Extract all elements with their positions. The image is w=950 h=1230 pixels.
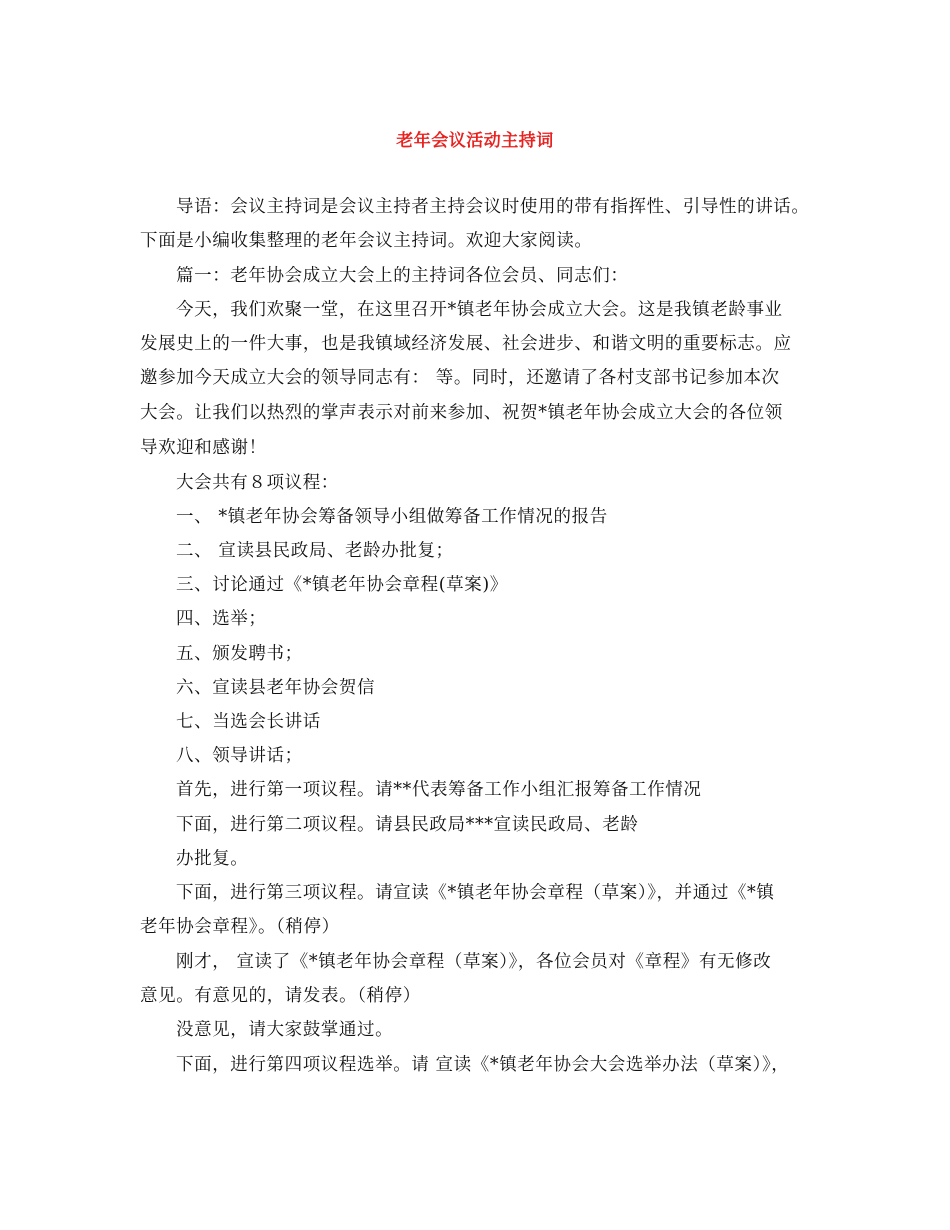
agenda-item: 七、当选会长讲话 (176, 712, 321, 732)
paragraph-line: 刚才， 宣读了《*镇老年协会章程（草案）》，各位会员对《章程》有无修改 (176, 952, 772, 972)
paragraph-line: 首先，进行第一项议程。请**代表筹备工作小组汇报筹备工作情况 (176, 780, 702, 800)
agenda-item: 一、 *镇老年协会筹备领导小组做筹备工作情况的报告 (176, 507, 608, 527)
agenda-item: 二、 宣读县民政局、老龄办批复； (176, 541, 454, 561)
agenda-item: 六、宣读县老年协会贺信 (176, 678, 376, 698)
paragraph-line: 大会。让我们以热烈的掌声表示对前来参加、祝贺*镇老年协会成立大会的各位领 (140, 403, 783, 423)
agenda-item: 四、选举； (176, 609, 267, 629)
agenda-item: 八、领导讲话； (176, 746, 303, 766)
agenda-item: 三、讨论通过《*镇老年协会章程(草案)》 (176, 575, 508, 595)
paragraph-line: 邀参加今天成立大会的领导同志有： 等。同时，还邀请了各村支部书记参加本次 (140, 368, 780, 388)
paragraph-line: 大会共有８项议程： (176, 473, 339, 493)
agenda-item: 五、颁发聘书； (176, 644, 303, 664)
paragraph-line: 篇一：老年协会成立大会上的主持词各位会员、同志们： (176, 266, 629, 286)
paragraph-line: 发展史上的一件大事，也是我镇域经济发展、社会进步、和谐文明的重要标志。应 (140, 334, 792, 354)
paragraph-line: 老年协会章程》。（稍停） (140, 917, 340, 937)
paragraph-line: 下面是小编收集整理的老年会议主持词。欢迎大家阅读。 (140, 231, 593, 251)
paragraph-line: 下面，进行第三项议程。请宣读《*镇老年协会章程（草案）》，并通过《*镇 (176, 883, 775, 903)
paragraph-line: 下面，进行第二项议程。请县民政局***宣读民政局、老龄 (176, 815, 639, 835)
paragraph-line: 导语：会议主持词是会议主持者主持会议时使用的带有指挥性、引导性的讲话。 (176, 197, 810, 217)
paragraph-line: 办批复。 (176, 849, 249, 869)
paragraph-line: 意见。有意见的，请发表。（稍停） (140, 986, 421, 1006)
paragraph-line: 导欢迎和感谢！ (140, 438, 267, 458)
paragraph-line: 今天，我们欢聚一堂，在这里召开*镇老年协会成立大会。这是我镇老龄事业 (176, 300, 783, 320)
document-title: 老年会议活动主持词 (396, 131, 554, 151)
paragraph-line: 下面，进行第四项议程选举。请 宣读《*镇老年协会大会选举办法（草案）》， (176, 1055, 790, 1075)
paragraph-line: 没意见，请大家鼓掌通过。 (176, 1020, 394, 1040)
